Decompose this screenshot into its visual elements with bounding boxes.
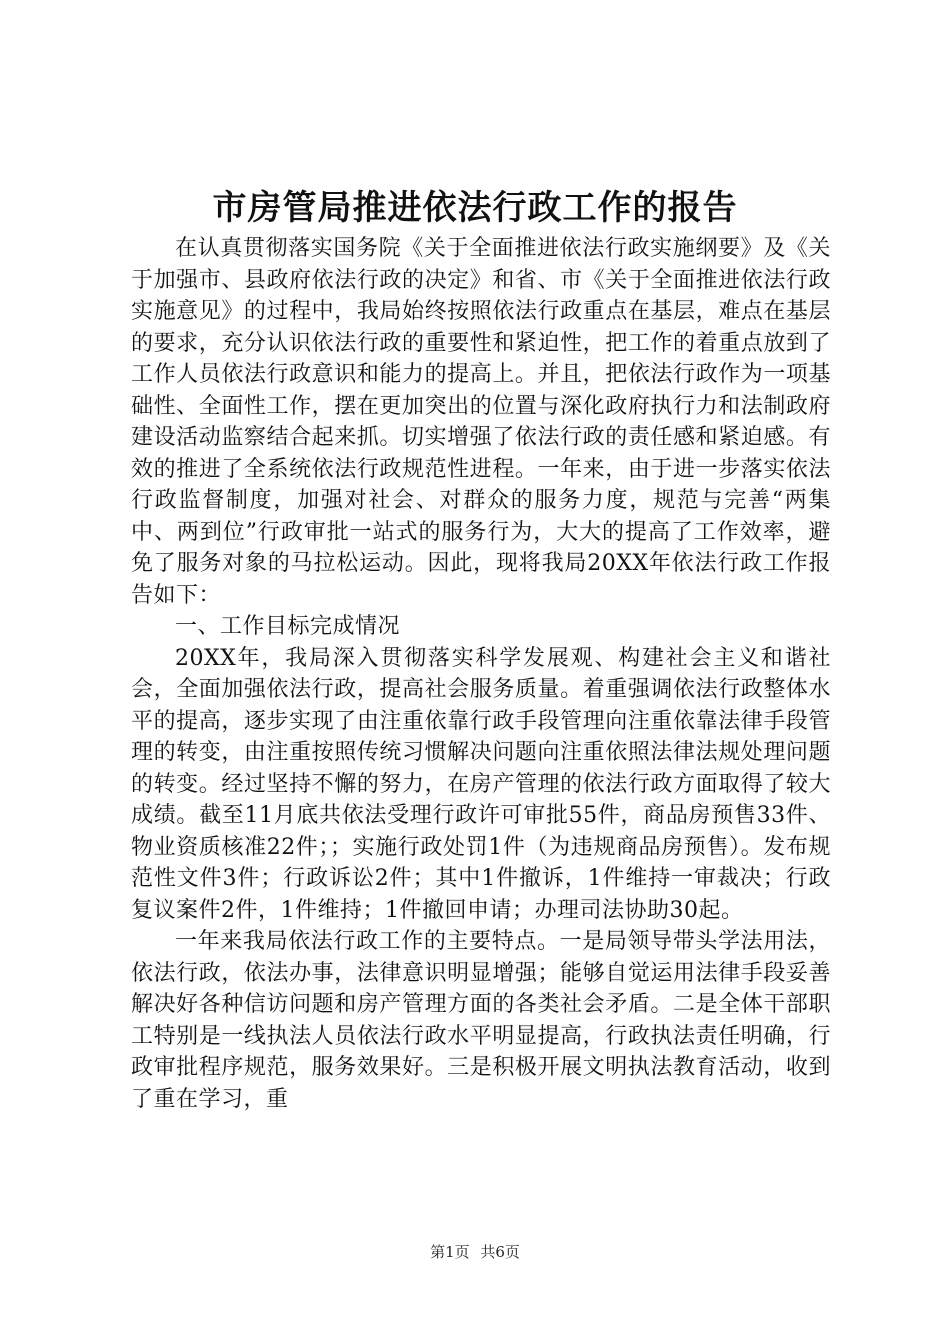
page-number: 第1页 (430, 1243, 470, 1261)
document-title: 市房管局推进依法行政工作的报告 (212, 188, 738, 228)
section-heading-goals: 一、工作目标完成情况 (175, 614, 401, 639)
paragraph-features: 一年来我局依法行政工作的主要特点。一是局领导带头学法用法，依法行政，依法办事，法律意识明显增强；能够自觉运用法律手段妥善解决好各种信访问题和房产管理方面的各类社会矛盾。二是全体干部职工特别是一线执法人员依法行政水平明显提高，行政执法责任明确，行政审批程序规范，服务效果好。三是积极开展文明执法教育活动，收到了重在学习，重 (131, 929, 831, 1112)
page-total: 共6页 (480, 1243, 520, 1261)
document-body (131, 233, 831, 1115)
page-footer (0, 1242, 950, 1262)
paragraph-goals: 20XX年，我局深入贯彻落实科学发展观、构建社会主义和谐社会，全面加强依法行政，提高社会服务质量。着重强调依法行政整体水平的提高，逐步实现了由注重依靠行政手段管理向注重依靠法律手段管理的转变，由注重按照传统习惯解决问题向注重依照法律法规处理问题的转变。经过坚持不懈的努力，在房产管理的依法行政方面取得了较大成绩。截至11月底共依法受理行政许可审批55件，商品房预售33件、物业资质核准22件；；实施行政处罚1件（为违规商品房预售）。发布规范性文件3件；行政诉讼2件；其中1件撤诉，1件维持一审裁决；行政复议案件2件，1件维持；1件撤回申请；办理司法协助30起。 (131, 645, 831, 923)
paragraph-intro: 在认真贯彻落实国务院《关于全面推进依法行政实施纲要》及《关于加强市、县政府依法行政的决定》和省、市《关于全面推进依法行政实施意见》的过程中，我局始终按照依法行政重点在基层，难点在基层的要求，充分认识依法行政的重要性和紧迫性，把工作的着重点放到了工作人员依法行政意识和能力的提高上。并且，把依法行政作为一项基础性、全面性工作，摆在更加突出的位置与深化政府执行力和法制政府建设活动监察结合起来抓。切实增强了依法行政的责任感和紧迫感。有效的推进了全系统依法行政规范性进程。一年来，由于进一步落实依法行政监督制度，加强对社会、对群众的服务力度，规范与完善“两集中、两到位”行政审批一站式的服务行为，大大的提高了工作效率，避免了服务对象的马拉松运动。因此，现将我局20XX年依法行政工作报告如下： (131, 236, 831, 608)
